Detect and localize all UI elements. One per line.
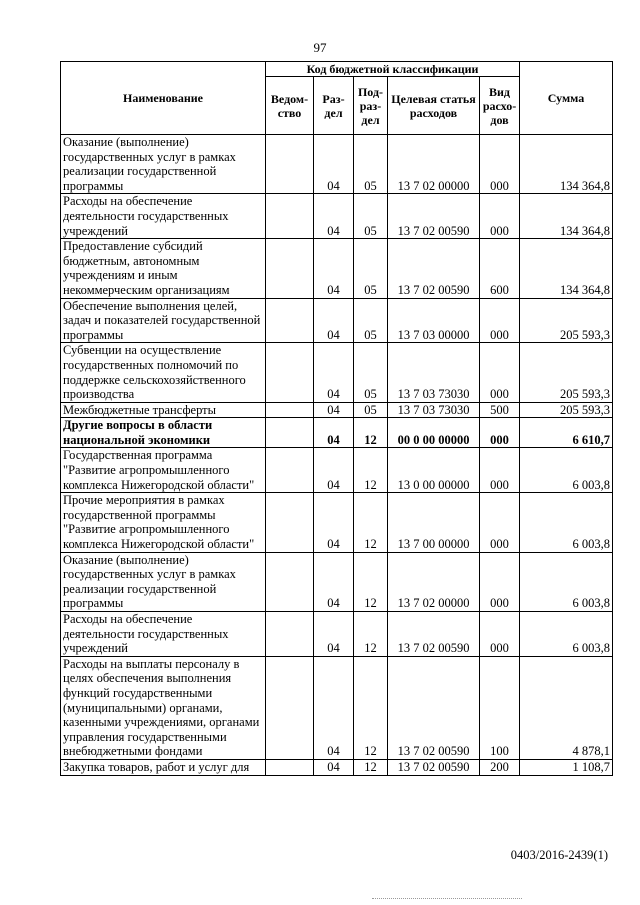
header-target: Целевая статья расходов — [388, 77, 480, 135]
cell-target: 13 0 00 00000 — [388, 448, 480, 493]
header-sum: Сумма — [520, 62, 613, 135]
header-code-group: Код бюджетной классификации — [266, 62, 520, 77]
table-row — [61, 418, 613, 448]
cell-name: Государственная программа "Развитие агропромышленного комплекса Нижегородской области" — [61, 448, 266, 493]
cell-vedomstvo — [266, 656, 314, 759]
table-row — [61, 759, 613, 775]
cell-name: Закупка товаров, работ и услуг для — [61, 759, 266, 775]
cell-razdel: 04 — [314, 612, 354, 657]
header-name: Наименование — [61, 62, 266, 135]
cell-vedomstvo — [266, 493, 314, 552]
table-row — [61, 656, 613, 759]
cell-name: Расходы на выплаты персоналу в целях обеспечения выполнения функций государственными (муниципальными) органами, казенными учреждениями, органами управления государственными внебюджетными фондами — [61, 656, 266, 759]
cell-podrazdel: 12 — [354, 552, 388, 611]
table-row — [61, 298, 613, 343]
scan-artifact — [372, 898, 522, 902]
cell-sum: 134 364,8 — [520, 239, 613, 298]
cell-name: Прочие мероприятия в рамках государственной программы "Развитие агропромышленного комплекса Нижегородской области" — [61, 493, 266, 552]
table-row — [61, 448, 613, 493]
cell-sum: 134 364,8 — [520, 194, 613, 239]
cell-target: 00 0 00 00000 — [388, 418, 480, 448]
cell-name: Обеспечение выполнения целей, задач и показателей государственной программы — [61, 298, 266, 343]
cell-razdel: 04 — [314, 343, 354, 402]
cell-target: 13 7 02 00590 — [388, 239, 480, 298]
cell-vid: 000 — [480, 493, 520, 552]
cell-sum: 205 593,3 — [520, 343, 613, 402]
cell-target: 13 7 02 00590 — [388, 759, 480, 775]
cell-vid: 000 — [480, 612, 520, 657]
table-row — [61, 493, 613, 552]
cell-name: Другие вопросы в области национальной экономики — [61, 418, 266, 448]
cell-razdel: 04 — [314, 402, 354, 418]
header-vedomstvo: Ведом-ство — [266, 77, 314, 135]
table-body — [61, 135, 613, 776]
cell-razdel: 04 — [314, 759, 354, 775]
cell-name: Субвенции на осуществление государственных полномочий по поддержке сельскохозяйственного производства — [61, 343, 266, 402]
cell-podrazdel: 05 — [354, 135, 388, 194]
cell-razdel: 04 — [314, 239, 354, 298]
cell-vedomstvo — [266, 135, 314, 194]
cell-target: 13 7 03 73030 — [388, 402, 480, 418]
cell-podrazdel: 05 — [354, 194, 388, 239]
cell-podrazdel: 12 — [354, 656, 388, 759]
cell-sum: 205 593,3 — [520, 298, 613, 343]
table-row — [61, 239, 613, 298]
cell-vedomstvo — [266, 552, 314, 611]
cell-podrazdel: 05 — [354, 298, 388, 343]
table-row — [61, 402, 613, 418]
cell-sum: 205 593,3 — [520, 402, 613, 418]
page-number: 97 — [313, 40, 327, 55]
cell-target: 13 7 02 00590 — [388, 612, 480, 657]
cell-target: 13 7 03 00000 — [388, 298, 480, 343]
cell-name: Оказание (выполнение) государственных услуг в рамках реализации государственной программы — [61, 135, 266, 194]
cell-name: Расходы на обеспечение деятельности государственных учреждений — [61, 194, 266, 239]
cell-name: Расходы на обеспечение деятельности государственных учреждений — [61, 612, 266, 657]
cell-podrazdel: 12 — [354, 448, 388, 493]
cell-sum: 6 003,8 — [520, 612, 613, 657]
cell-podrazdel: 05 — [354, 343, 388, 402]
cell-vid: 100 — [480, 656, 520, 759]
cell-vid: 500 — [480, 402, 520, 418]
cell-sum: 6 003,8 — [520, 493, 613, 552]
cell-vedomstvo — [266, 298, 314, 343]
cell-vid: 200 — [480, 759, 520, 775]
cell-target: 13 7 03 73030 — [388, 343, 480, 402]
cell-name: Оказание (выполнение) государственных услуг в рамках реализации государственной программы — [61, 552, 266, 611]
cell-sum: 134 364,8 — [520, 135, 613, 194]
cell-razdel: 04 — [314, 135, 354, 194]
cell-target: 13 7 02 00000 — [388, 552, 480, 611]
table-row — [61, 612, 613, 657]
cell-target: 13 7 02 00590 — [388, 194, 480, 239]
table-row — [61, 343, 613, 402]
cell-vedomstvo — [266, 239, 314, 298]
cell-vid: 600 — [480, 239, 520, 298]
cell-sum: 6 003,8 — [520, 552, 613, 611]
cell-vid: 000 — [480, 298, 520, 343]
cell-sum: 4 878,1 — [520, 656, 613, 759]
cell-name: Предоставление субсидий бюджетным, автономным учреждениям и иным некоммерческим организациям — [61, 239, 266, 298]
cell-vid: 000 — [480, 552, 520, 611]
header-razdel: Раз-дел — [314, 77, 354, 135]
cell-razdel: 04 — [314, 298, 354, 343]
cell-vid: 000 — [480, 135, 520, 194]
cell-vid: 000 — [480, 194, 520, 239]
cell-target: 13 7 02 00590 — [388, 656, 480, 759]
cell-podrazdel: 12 — [354, 759, 388, 775]
cell-target: 13 7 02 00000 — [388, 135, 480, 194]
cell-razdel: 04 — [314, 656, 354, 759]
cell-razdel: 04 — [314, 493, 354, 552]
cell-podrazdel: 12 — [354, 418, 388, 448]
cell-name: Межбюджетные трансферты — [61, 402, 266, 418]
cell-podrazdel: 12 — [354, 493, 388, 552]
cell-vedomstvo — [266, 448, 314, 493]
cell-sum: 6 003,8 — [520, 448, 613, 493]
cell-razdel: 04 — [314, 448, 354, 493]
cell-vid: 000 — [480, 418, 520, 448]
cell-vid: 000 — [480, 343, 520, 402]
table-row — [61, 135, 613, 194]
cell-vedomstvo — [266, 402, 314, 418]
cell-podrazdel: 12 — [354, 612, 388, 657]
cell-vedomstvo — [266, 343, 314, 402]
document-code: 0403/2016-2439(1) — [510, 848, 608, 862]
cell-razdel: 04 — [314, 194, 354, 239]
cell-vedomstvo — [266, 759, 314, 775]
table-row — [61, 194, 613, 239]
cell-podrazdel: 05 — [354, 239, 388, 298]
cell-target: 13 7 00 00000 — [388, 493, 480, 552]
budget-table — [60, 61, 613, 776]
header-vid: Вид расхо-дов — [480, 77, 520, 135]
table-header — [61, 62, 613, 135]
cell-podrazdel: 05 — [354, 402, 388, 418]
cell-vid: 000 — [480, 448, 520, 493]
cell-razdel: 04 — [314, 552, 354, 611]
cell-vedomstvo — [266, 418, 314, 448]
cell-vedomstvo — [266, 194, 314, 239]
cell-vedomstvo — [266, 612, 314, 657]
cell-sum: 6 610,7 — [520, 418, 613, 448]
cell-sum: 1 108,7 — [520, 759, 613, 775]
header-podrazdel: Под-раз-дел — [354, 77, 388, 135]
table-row — [61, 552, 613, 611]
cell-razdel: 04 — [314, 418, 354, 448]
